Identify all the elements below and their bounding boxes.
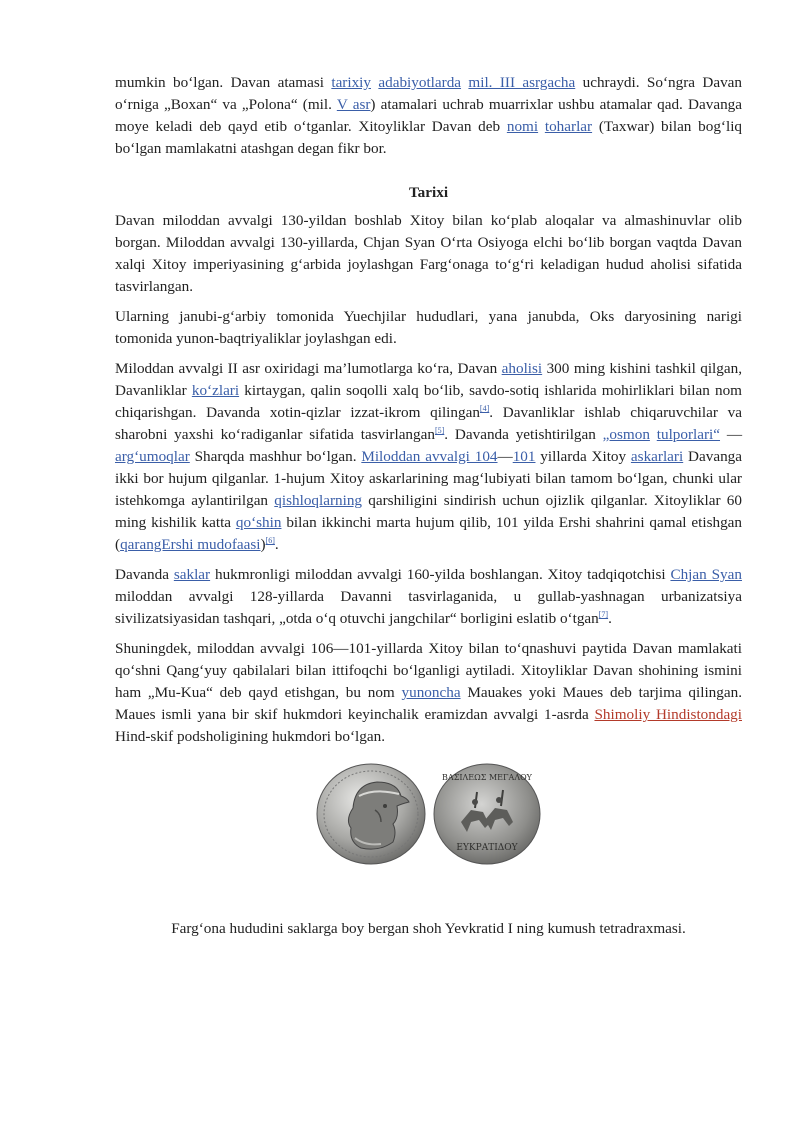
text: . xyxy=(608,610,612,627)
link-adabiyotlarda[interactable]: adabiyotlarda xyxy=(378,74,462,91)
text: Hind-skif podsholigining hukmdori bo‘lgan. xyxy=(115,728,385,745)
text: miloddan avvalgi 128-yillarda Davanni tasvirlaganida, u gullab-yashnagan urbanizatsiya sivilizatsiyasidan tashqari, „otda o‘q otuvchi jangchilar“ borligini eslatib o‘tgan xyxy=(115,588,742,627)
link-tarixiy[interactable]: tarixiy xyxy=(331,74,371,91)
link-101[interactable]: 101 xyxy=(512,448,536,465)
coin-legend-bottom: ΕΥΚΡΑΤΙΔΟΥ xyxy=(455,843,518,853)
link-mil-iii-asrgacha[interactable]: mil. III asrgacha xyxy=(468,74,576,91)
link-tulporlari[interactable]: tulporlari“ xyxy=(656,426,721,443)
footnote-ref-6[interactable]: [6] xyxy=(265,535,275,545)
footnote-ref-5[interactable]: [5] xyxy=(434,425,445,435)
paragraph-4 xyxy=(115,564,742,630)
section-heading: Tarixi xyxy=(408,184,449,201)
article-body xyxy=(115,72,742,940)
coin-figure xyxy=(115,762,742,866)
text: . Davanda yetishtirilgan xyxy=(444,426,603,443)
link-toharlar[interactable]: toharlar xyxy=(544,118,593,135)
link-aholisi[interactable]: aholisi xyxy=(501,360,543,377)
link-yunoncha[interactable]: yunoncha xyxy=(401,684,461,701)
link-shimoliy-hindistondagi[interactable]: Shimoliy Hindistondagi xyxy=(594,706,742,723)
text: (Taxwar) bilan bog‘liq bo‘lgan mamlakatni atashgan degan fikr bor. xyxy=(115,118,743,157)
footnote-ref-7[interactable]: [7] xyxy=(598,609,609,619)
link-miloddan-avvalgi-104[interactable]: Miloddan avvalgi 104 xyxy=(361,448,498,465)
coin-obverse-image xyxy=(315,762,427,866)
link-chjan-syan[interactable]: Chjan Syan xyxy=(670,566,742,583)
paragraph-intro xyxy=(115,72,742,160)
link-kozlari[interactable]: ko‘zlari xyxy=(191,382,240,399)
text: ) atamalari uchrab muarrixlar ushbu atamalar qad. Davanga moye keladi deb qayd etib o‘tganlar. Xitoyliklar Davan deb xyxy=(115,96,743,135)
link-v-asr[interactable]: V asr xyxy=(336,96,371,113)
text: mumkin bo‘lgan. Davan atamasi xyxy=(115,74,332,91)
paragraph-5 xyxy=(115,638,742,748)
text: yillarda Xitoy xyxy=(535,448,631,465)
link-askarlari[interactable]: askarlari xyxy=(630,448,684,465)
link-osmon[interactable]: „osmon xyxy=(602,426,650,443)
text: Miloddan avvalgi II asr oxiridagi ma’lumotlarga ko‘ra, Davan xyxy=(115,360,502,377)
paragraph-2: Ularning janubi-g‘arbiy tomonida Yuechjilar hududlari, yana janubda, Oks daryosining narigi tomonida yunon-baqtriyaliklar joylashgan edi. xyxy=(115,308,742,347)
text: Davanda xyxy=(115,566,174,583)
text: 300 ming kishini tashkil qilgan, Davanliklar xyxy=(115,360,743,399)
text: . xyxy=(274,536,279,553)
text: Mauakes yoki Maues deb tarjima qilingan. Maues ismli yana bir skif hukmdori keyinchalik eramizdan avvalgi 1-asrda xyxy=(115,684,742,723)
link-saklar[interactable]: saklar xyxy=(173,566,211,583)
text xyxy=(650,426,657,443)
link-ershi-mudofaasi[interactable]: qarangErshi mudofaasi xyxy=(120,536,261,553)
footnote-ref-4[interactable]: [4] xyxy=(479,403,490,413)
text xyxy=(538,118,545,135)
text: Davanga ikki bor hujum qilganlar. 1-hujum Xitoy askarlarining mag‘lubiyati bilan tamom bo‘lgan, chunki ular istehkomga aylantirilgan xyxy=(115,448,742,509)
text: — xyxy=(720,426,743,443)
coin-reverse-image xyxy=(431,762,543,866)
link-qishloqlarning[interactable]: qishloqlarning xyxy=(274,492,363,509)
text: hukmronligi miloddan avvalgi 160-yilda boshlangan. Xitoy tadqiqotchisi xyxy=(210,566,671,583)
text: Sharqda mashhur bo‘lgan. xyxy=(189,448,362,465)
text: bilan ikkinchi marta hujum qilib, 101 yilda Ershi shahrini qamal etishgan ( xyxy=(115,514,743,553)
text: ) xyxy=(260,536,266,553)
coin-legend-top: ΒΑΣΙΛΕΩΣ ΜΕΓΑΛΟΥ xyxy=(441,773,532,782)
text: . Davanliklar ishlab chiqaruvchilar va sharobni yaxshi ko‘radiganlar sifatida tasvirlangan xyxy=(115,404,742,443)
figure-caption: Farg‘ona hududini saklarga boy bergan shoh Yevkratid I ning kumush tetradraxmasi. xyxy=(171,920,686,937)
paragraph-1: Davan miloddan avvalgi 130-yildan boshlab Xitoy bilan ko‘plab aloqalar va almashinuvlar olib borgan. Miloddan avvalgi 130-yillarda, Chjan Syan O‘rta Osiyoga elchi bo‘lib borgan vaqtda Davan xalqi Xitoy imperiyasining g‘arbida joylashgan Farg‘onaga to‘g‘ri keladigan hudud aholisi sifatida tasvirlangan. xyxy=(115,212,742,295)
paragraph-3 xyxy=(115,358,742,556)
text: — xyxy=(497,448,513,465)
link-nomi[interactable]: nomi xyxy=(506,118,539,135)
link-argumoqlar[interactable]: arg‘umoqlar xyxy=(115,448,190,465)
text: uchraydi. So‘ngra Davan o‘rniga „Boxan“ va „Polona“ (mil. xyxy=(115,74,743,113)
text: qarshiligini sindirish uchun ojizlik qilganlar. Xitoyliklar 60 ming kishilik katta xyxy=(115,492,742,531)
text: Shuningdek, miloddan avvalgi 106—101-yillarda Xitoy bilan to‘qnashuvi paytida Davan mamlakati qo‘shni Qang‘yuy qabilalari bilan ittifoqchi bo‘lganligi aytiladi. Xitoyliklar Davan shohining ismini ham „Mu-Kua“ deb qayd etishgan, bu nom xyxy=(115,640,742,701)
text: kirtaygan, qalin soqolli xalq bo‘lib, savdo-sotiq ishlarida mohirliklari bilan nom chiqarishgan. Davanda xotin-qizlar izzat-ikrom qilingan xyxy=(115,382,742,421)
link-qoshin[interactable]: qo‘shin xyxy=(235,514,282,531)
